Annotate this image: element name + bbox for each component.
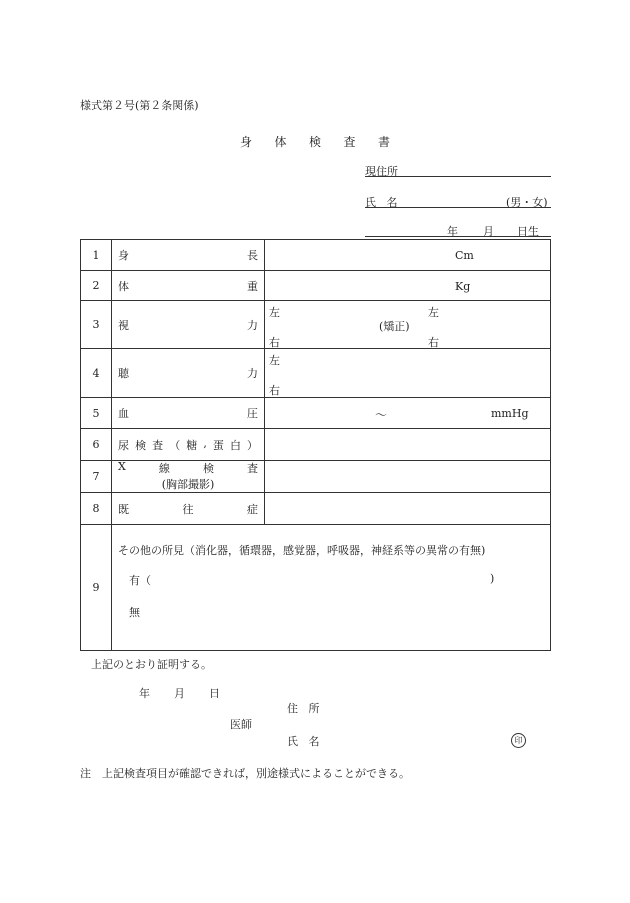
document-title: [240, 133, 390, 150]
medical-history-value-cell[interactable]: [265, 493, 551, 525]
right-ear-label: 右: [269, 384, 280, 397]
title-char: 検: [308, 135, 321, 149]
seal-icon: 印: [511, 733, 526, 748]
range-tilde: ～: [375, 408, 388, 422]
left-eye-label: 左: [269, 306, 280, 319]
table-row: [81, 271, 551, 301]
urine-test-value-cell[interactable]: [265, 429, 551, 461]
cert-day-label: 日: [209, 687, 220, 700]
row-label: 体 重: [112, 271, 265, 301]
unit-label: Kg: [455, 280, 471, 293]
row-number: 6: [81, 429, 112, 461]
height-value-cell[interactable]: [265, 240, 551, 271]
left-ear-label: 左: [269, 354, 280, 367]
corrected-label: (矯正): [379, 320, 410, 333]
left-eye-corrected-label: 左: [428, 306, 439, 319]
findings-yes-label: 有（: [129, 574, 151, 587]
table-row: [81, 240, 551, 271]
row-label: X 線 検 査 (胸部撮影): [112, 461, 265, 493]
table-row: [81, 429, 551, 461]
certification-text: 上記のとおり証明する。: [91, 658, 212, 671]
findings-yes-close: ): [490, 572, 495, 585]
name-line[interactable]: [365, 193, 551, 208]
weight-value-cell[interactable]: [265, 271, 551, 301]
blood-pressure-value-cell[interactable]: [265, 398, 551, 429]
right-eye-corrected-label: 右: [428, 336, 439, 349]
unit-label: mmHg: [491, 407, 529, 420]
row-label: 聴 力: [112, 349, 265, 398]
row-number: 8: [81, 493, 112, 525]
unit-label: Cm: [455, 249, 474, 262]
birth-month-label: 月: [483, 225, 494, 238]
row-label: 視 力: [112, 301, 265, 349]
xray-value-cell[interactable]: [265, 461, 551, 493]
table-row: [81, 525, 551, 651]
title-char: 書: [377, 135, 390, 149]
row-label: 尿 検 査 （ 糖 , 蛋 白 ）: [112, 429, 265, 461]
address-line[interactable]: [365, 162, 551, 177]
doctor-label: 医師: [230, 718, 252, 731]
table-row: [81, 398, 551, 429]
row-number: 9: [81, 525, 112, 651]
birthdate-line[interactable]: [365, 222, 551, 237]
table-row: [81, 301, 551, 349]
footnote: 注 上記検査項目が確認できれば，別途様式によることができる。: [80, 767, 410, 780]
other-findings-label: その他の所見（消化器，循環器，感覚器，呼吸器，神経系等の異常の有無): [118, 544, 486, 557]
form-number: 様式第２号(第２条関係): [80, 99, 199, 112]
row-label: 既 往 症: [112, 493, 265, 525]
address-label: 現住所: [365, 165, 398, 178]
title-char: 体: [274, 135, 287, 149]
row-label: 血 圧: [112, 398, 265, 429]
table-row: [81, 493, 551, 525]
cert-year-label: 年: [139, 687, 150, 700]
vision-value-cell[interactable]: [265, 301, 551, 349]
table-row: [81, 349, 551, 398]
row-number: 1: [81, 240, 112, 271]
row-number: 4: [81, 349, 112, 398]
row-number: 3: [81, 301, 112, 349]
doctor-name-label: 氏 名: [287, 735, 320, 748]
hearing-value-cell[interactable]: [265, 349, 551, 398]
name-label: 氏 名: [365, 196, 398, 209]
findings-no-label: 無: [129, 606, 140, 619]
exam-table: [80, 239, 551, 651]
right-eye-label: 右: [269, 336, 280, 349]
other-findings-cell[interactable]: [112, 525, 551, 651]
doctor-address-label: 住 所: [287, 702, 320, 715]
row-label: 身 長: [112, 240, 265, 271]
birth-day-label: 日生: [517, 225, 539, 238]
row-number: 7: [81, 461, 112, 493]
birth-year-label: 年: [447, 225, 458, 238]
gender-label: (男・女): [506, 196, 548, 209]
row-sublabel: (胸部撮影): [161, 477, 215, 491]
cert-month-label: 月: [174, 687, 185, 700]
row-number: 2: [81, 271, 112, 301]
title-char: 身: [240, 135, 253, 149]
table-row: [81, 461, 551, 493]
title-char: 査: [343, 135, 356, 149]
row-number: 5: [81, 398, 112, 429]
